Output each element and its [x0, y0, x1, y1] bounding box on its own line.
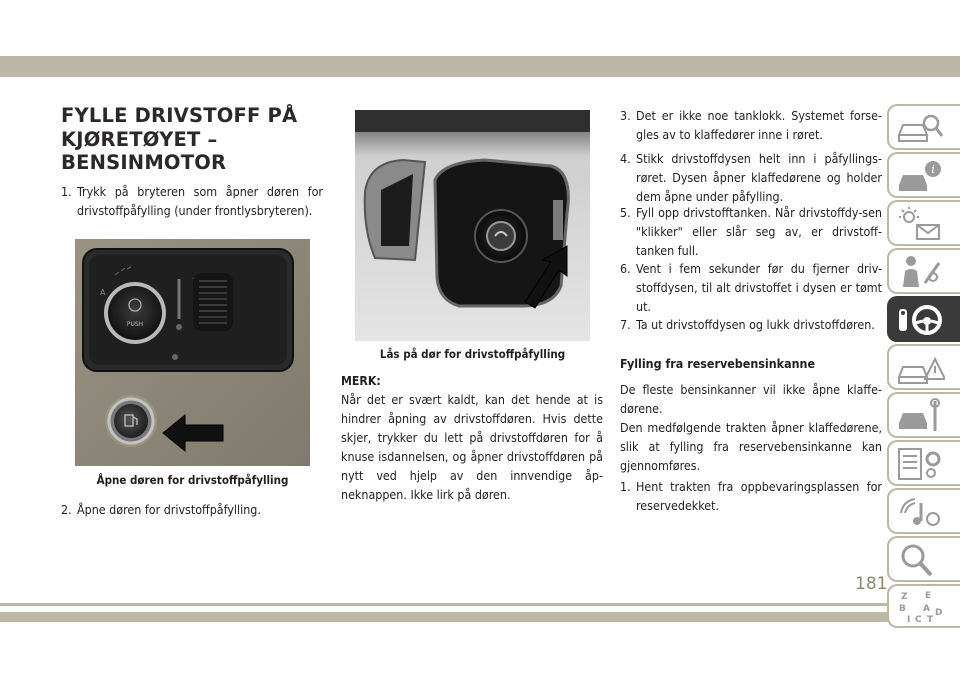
refill-para-1: De fleste bensinkanner vil ikke åpne klaffe-dørene.: [620, 382, 882, 416]
footer-rule: [0, 603, 960, 606]
section-title: [61, 104, 323, 175]
photo1-caption: Åpne døren for drivstoffpåfylling: [96, 473, 289, 487]
footer-band: [0, 612, 960, 622]
auto-label: A: [100, 288, 106, 297]
svg-text:E: E: [925, 591, 932, 601]
headlight-switch-illustration: [75, 239, 310, 466]
car-warning-icon: [895, 349, 945, 387]
note-text: Når det er svært kaldt, kan det hende at is hindrer åpning av drivstoffdøren. Hvis dette skjer, trykker du lett på drivstoffdøren for å knuse isdannelsen, og åpner drivstoffdøren på nytt ved hjelp av den innvendige åp-neknappen. Ikke lirk på døren.: [341, 392, 603, 502]
tab-car-info[interactable]: [887, 152, 960, 198]
fuel-door-photo: [355, 110, 590, 341]
car-wrench-icon: [895, 397, 945, 435]
step-text: Ta ut drivstoffdysen og lukk drivstoffdøren.: [636, 317, 875, 332]
step-1: [61, 182, 323, 220]
step-text: Det er ikke noe tanklokk. Systemet forse-gles av to klaffedører inne i røret.: [636, 108, 882, 142]
step-text: Stikk drivstoffdysen helt inn i påfyllings-røret. Dysen åpner klaffedørene og holder dem åpne under påfylling.: [636, 151, 882, 204]
tab-person-airbag[interactable]: [887, 248, 960, 294]
tab-car-search[interactable]: [887, 104, 960, 150]
title-line-2: KJØRETØYET –: [61, 127, 218, 151]
tab-warning-lights[interactable]: [887, 200, 960, 246]
step-2: [61, 500, 323, 519]
step-number: 3.: [620, 108, 631, 123]
step-number: 5.: [620, 205, 631, 220]
tab-car-warning[interactable]: [887, 344, 960, 390]
step-text: Fyll opp drivstofftanken. Når drivstoffdy-sen "klikker" eller slår seg av, er drivstoff-tanken full.: [636, 205, 882, 258]
step-5: [620, 203, 882, 260]
svg-text:i: i: [931, 163, 935, 176]
svg-text:Z: Z: [901, 592, 908, 602]
fuel-door-illustration: [355, 110, 590, 341]
page-number: 181: [855, 574, 888, 594]
step-text: Åpne døren for drivstoffpåfylling.: [77, 502, 261, 517]
magnify-icon: [895, 541, 945, 579]
car-info-icon: [895, 157, 945, 195]
tab-steering-wheel[interactable]: [887, 296, 960, 342]
step-7: [620, 315, 882, 334]
tab-multimedia[interactable]: [887, 488, 960, 534]
title-line-1: FYLLE DRIVSTOFF PÅ: [61, 104, 298, 127]
step-number: 2.: [61, 502, 72, 517]
svg-text:I: I: [907, 615, 911, 625]
tab-specs-settings[interactable]: [887, 440, 960, 486]
refill-para-2: Den medfølgende trakten åpner klaffedørene, slik at fylling fra reservebensinkanne kan gjennomføres.: [620, 420, 882, 473]
svg-text:D: D: [935, 608, 943, 618]
svg-text:B: B: [899, 604, 906, 614]
car-search-icon: [895, 109, 945, 147]
svg-text:C: C: [915, 615, 922, 625]
alphabet-index-icon: [895, 589, 945, 627]
step-number: 6.: [620, 261, 631, 276]
svg-text:A: A: [923, 604, 930, 614]
tab-search-index[interactable]: [887, 536, 960, 582]
step-3: [620, 106, 882, 144]
headlight-switch-photo: [75, 239, 310, 466]
svg-text:T: T: [927, 615, 934, 625]
photo2-caption: Lås på dør for drivstoffpåfylling: [379, 347, 566, 361]
step-number: 4.: [620, 151, 631, 166]
push-label: PUSH: [126, 321, 144, 328]
step-number: 1.: [620, 479, 631, 494]
refill-subheading: Fylling fra reservebensinkanne: [620, 356, 816, 371]
tab-alphabet-index[interactable]: [887, 584, 960, 628]
multimedia-icon: [895, 493, 945, 531]
refill-step-1: [620, 477, 882, 515]
specs-settings-icon: [895, 445, 945, 483]
header-band: [0, 56, 960, 77]
step-number: 7.: [620, 317, 631, 332]
title-line-3: BENSINMOTOR: [61, 151, 227, 174]
tab-car-wrench[interactable]: [887, 392, 960, 438]
step-6: [620, 259, 882, 316]
step-number: 1.: [61, 184, 72, 199]
person-airbag-icon: [895, 253, 945, 291]
step-text: Hent trakten fra oppbevaringsplassen for reservedekket.: [636, 479, 882, 513]
steering-wheel-key-icon: [895, 301, 945, 339]
step-text: Trykk på bryteren som åpner døren for drivstoffpåfylling (under frontlysbryteren).: [77, 184, 323, 218]
step-text: Vent i fem sekunder før du fjerner driv-stoffdysen, til alt drivstoffet i dysen er tømt ut.: [636, 261, 882, 314]
note-label: MERK:: [341, 374, 381, 388]
step-4: [620, 149, 882, 206]
warning-lights-icon: [895, 205, 945, 243]
